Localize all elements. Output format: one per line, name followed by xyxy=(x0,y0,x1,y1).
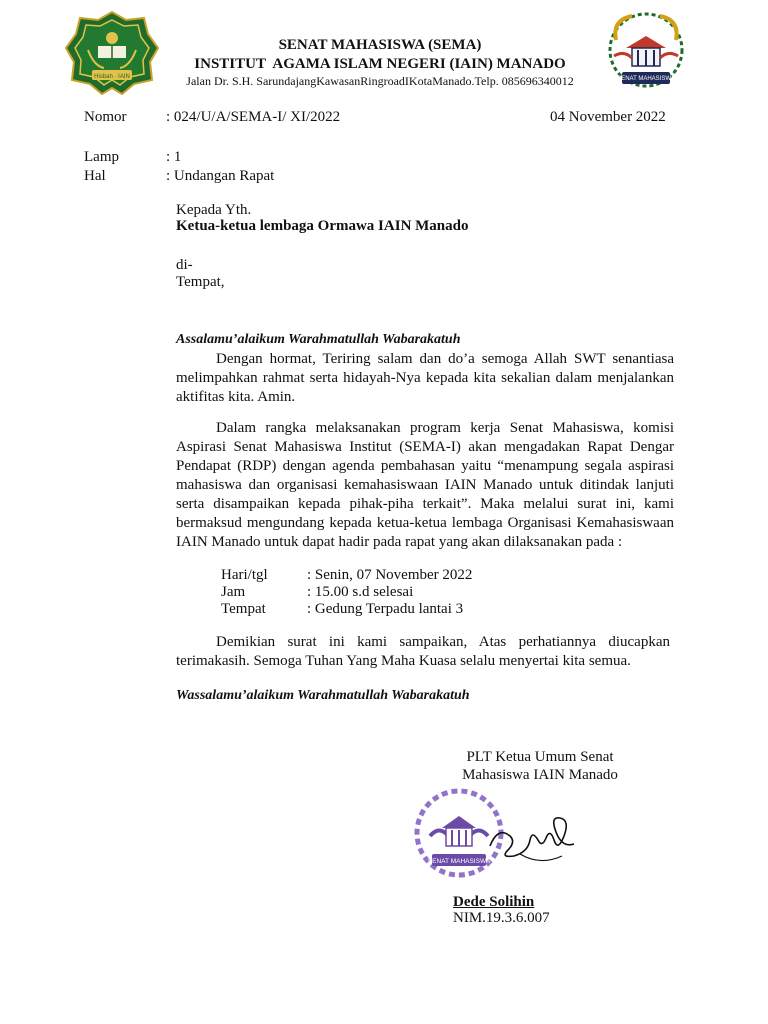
signature-title-2: Mahasiswa IAIN Manado xyxy=(462,767,618,783)
lamp-label: Lamp xyxy=(84,149,119,165)
letterhead-org: SENAT MAHASISWA (SEMA) xyxy=(278,37,482,53)
hal-value: : Undangan Rapat xyxy=(166,168,275,184)
recipient-name: Ketua-ketua lembaga Ormawa IAIN Manado xyxy=(176,218,469,234)
schedule-row xyxy=(221,567,621,584)
paragraph-2: Dalam rangka melaksanakan program kerja Senat Mahasiswa, komisi Aspirasi Senat Mahasiswa Institut (SEMA-I) akan mengadakan Rapat Dengar Pendapat (RDP) dengan agenda pembahasan yaitu “menampung segala aspirasi mahasiswa dan organisasi kemahasiswaan IAIN Manado untuk ditindak lanjuti serta disampaikan kepada pihak-piha terkait”. Maka melalui surat ini, kami bermaksud mengundang kepada ketua-ketua lembaga Organisasi Kemahasiswaan IAIN Manado untuk dapat hadir pada rapat yang akan dilaksanakan pada : xyxy=(176,420,674,550)
svg-text:SENAT MAHASISWA: SENAT MAHASISWA xyxy=(617,76,675,82)
iain-logo xyxy=(64,10,160,96)
letterhead-address: Jalan Dr. S.H. SarundajangKawasanRingroadIKotaManado.Telp. 085696340012 xyxy=(186,74,574,88)
signer-name: Dede Solihin xyxy=(453,894,535,910)
svg-text:Hisbah · IAIN: Hisbah · IAIN xyxy=(94,74,130,80)
sema-logo xyxy=(602,10,690,98)
letter-date: 04 November 2022 xyxy=(550,109,666,125)
schedule-value: : Gedung Terpadu lantai 3 xyxy=(307,601,464,617)
salam-open: Assalamu’alaikum Warahmatullah Wabarakatuh xyxy=(176,332,461,347)
recipient-place-2: Tempat, xyxy=(176,274,225,290)
paragraph-3: Demikian surat ini kami sampaikan, Atas perhatiannya diucapkan terimakasih. Semoga Tuhan Yang Maha Kuasa selalu menyertai kita semua. xyxy=(176,634,670,669)
letterhead-institute: INSTITUT AGAMA ISLAM NEGERI (IAIN) MANADO xyxy=(194,56,566,72)
paragraph-1: Dengan hormat, Teriring salam dan do’a semoga Allah SWT senantiasa melimpahkan rahmat serta hidayah-Nya kepada kita sekalian dalam menjalankan aktifitas kita. Amin. xyxy=(176,351,674,405)
schedule-label: Hari/tgl xyxy=(221,567,268,583)
recipient-place-1: di- xyxy=(176,257,193,273)
schedule-value: : 15.00 s.d selesai xyxy=(307,584,414,600)
recipient-greeting: Kepada Yth. xyxy=(176,202,252,218)
handwritten-signature xyxy=(480,806,580,876)
schedule-label: Jam xyxy=(221,584,246,600)
schedule-row xyxy=(221,601,621,618)
schedule-label: Tempat xyxy=(221,601,266,617)
schedule-table xyxy=(221,567,621,618)
nomor-value: : 024/U/A/SEMA-I/ XI/2022 xyxy=(166,109,341,125)
signer-nim: NIM.19.3.6.007 xyxy=(453,910,550,926)
nomor-label: Nomor xyxy=(84,109,127,125)
schedule-value: : Senin, 07 November 2022 xyxy=(307,567,473,583)
schedule-row xyxy=(221,584,621,601)
svg-text:SENAT MAHASISWA: SENAT MAHASISWA xyxy=(427,858,491,865)
lamp-value: : 1 xyxy=(166,149,182,165)
hal-label: Hal xyxy=(84,168,106,184)
salam-close: Wassalamu’alaikum Warahmatullah Wabarakatuh xyxy=(176,688,470,703)
signature-title-1: PLT Ketua Umum Senat xyxy=(466,749,614,765)
